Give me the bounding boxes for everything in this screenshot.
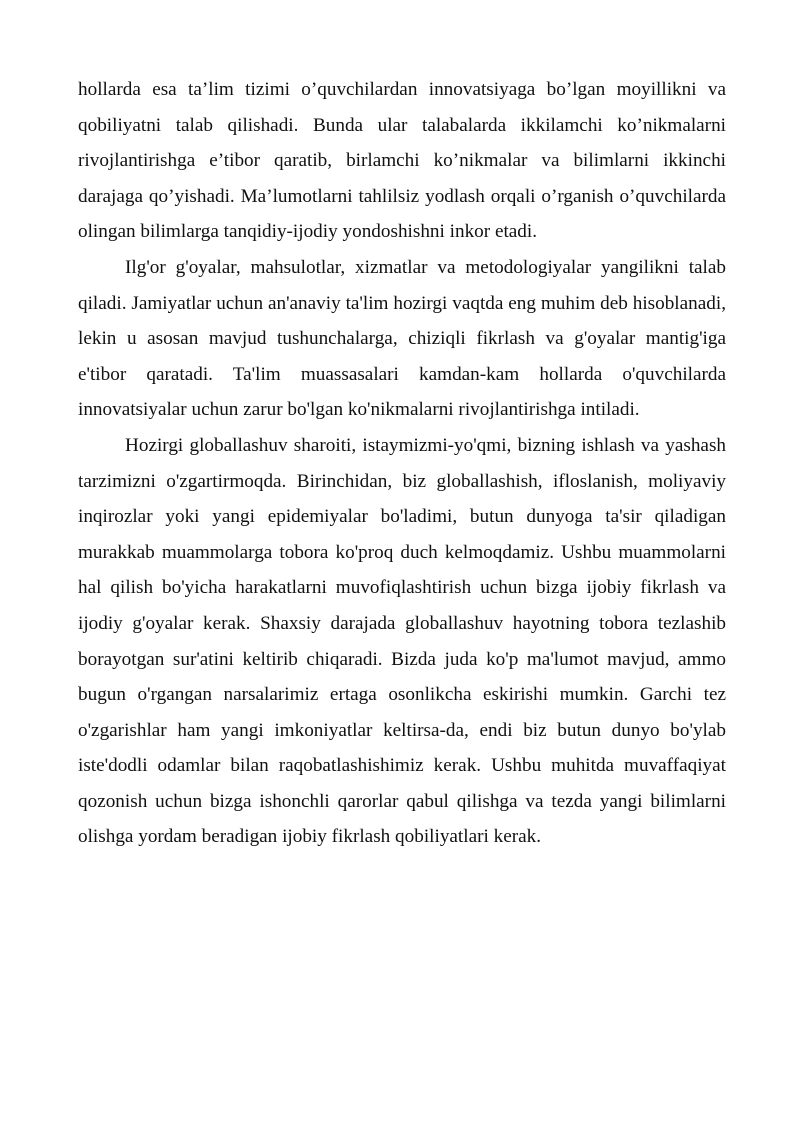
paragraph-2: Ilg'or g'oyalar, mahsulotlar, xizmatlar va metodologiyalar yangilikni talab qiladi. Jamiyatlar uchun an'anaviy ta'lim hozirgi vaqtda eng muhim deb hisoblanadi, lekin u asosan mavjud tushunchalarga, chiziqli fikrlash va g'oyalar mantig'iga e'tibor qaratadi. Ta'lim muassasalari kamdan-kam hollarda o'quvchilarda innovatsiyalar uchun zarur bo'lgan ko'nikmalarni rivojlantirishga intiladi. (78, 256, 726, 421)
document-page (78, 72, 726, 855)
paragraph-1: hollarda esa ta’lim tizimi o’quvchilardan innovatsiyaga bo’lgan moyillikni va qobiliyatni talab qilishadi. Bunda ular talabalarda ikkilamchi ko’nikmalarni rivojlantirishga e’tibor qaratib, birlamchi ko’nikmalar va bilimlarni ikkinchi darajaga qo’yishadi. Ma’lumotlarni tahlilsiz yodlash orqali o’rganish o’quvchilarda olingan bilimlarga tanqidiy-ijodiy yondoshishni inkor etadi. (78, 79, 726, 243)
paragraph-3: Hozirgi globallashuv sharoiti, istaymizmi-yo'qmi, bizning ishlash va yashash tarzimizni o'zgartirmoqda. Birinchidan, biz globallashish, ifloslanish, moliyaviy inqirozlar yoki yangi epidemiyalar bo'ladimi, butun dunyoga ta'sir qiladigan murakkab muammolarga tobora ko'proq duch kelmoqdamiz. Ushbu muammolarni hal qilish bo'yicha harakatlarni muvofiqlashtirish uchun bizga ijobiy fikrlash va ijodiy g'oyalar kerak. Shaxsiy darajada globallashuv hayotning tobora tezlashib borayotgan sur'atini keltirib chiqaradi. Bizda juda ko'p ma'lumot mavjud, ammo bugun o'rgangan narsalarimiz ertaga osonlikcha eskirishi mumkin. Garchi tez o'zgarishlar ham yangi imkoniyatlar keltirsa-da, endi biz butun dunyo bo'ylab iste'dodli odamlar bilan raqobatlashishimiz kerak. Ushbu muhitda muvaffaqiyat qozonish uchun bizga ishonchli qarorlar qabul qilishga va tezda yangi bilimlarni olishga yordam beradigan ijobiy fikrlash qobiliyatlari kerak. (78, 434, 726, 848)
